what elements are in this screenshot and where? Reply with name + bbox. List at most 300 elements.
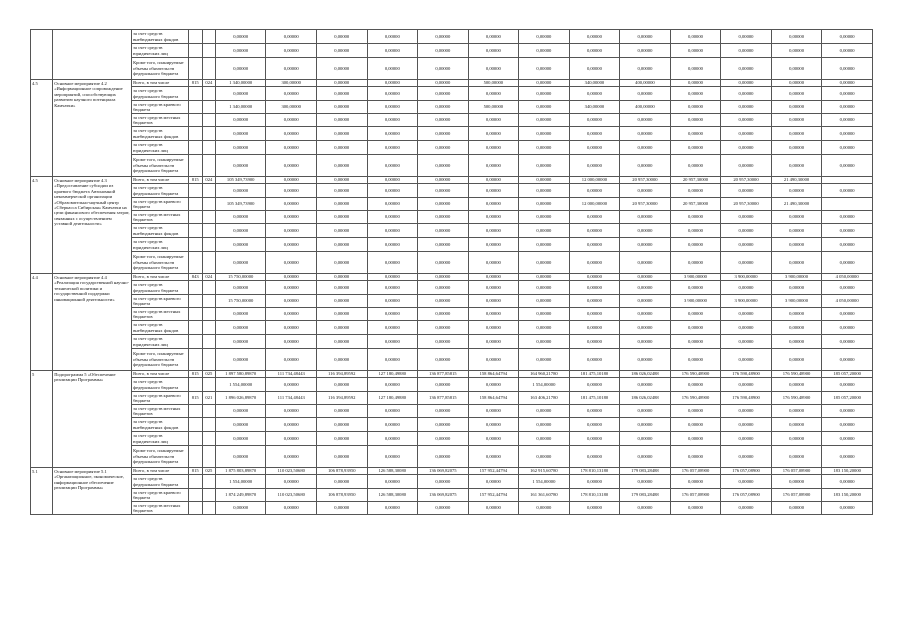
table-row — [31, 198, 873, 211]
amount-cell: 0,00000 — [620, 475, 671, 489]
amount-cell: 0,00000 — [670, 127, 721, 141]
amount-cell: 105 349,73900 — [215, 177, 266, 184]
amount-cell: 0,00000 — [367, 308, 418, 321]
amount-cell: 0,00000 — [367, 114, 418, 127]
ministry-code — [188, 87, 202, 101]
amount-cell: 0,00000 — [569, 114, 620, 127]
item-name: Основное мероприятие 4.4 «Реализация государственной научно-технической политики и государственной поддержки инновационной деятельности» — [53, 274, 132, 371]
amount-cell: 20 957,30000 — [670, 177, 721, 184]
ministry-code: 815 — [188, 468, 202, 475]
amount-cell: 0,00000 — [771, 432, 822, 446]
amount-cell — [822, 198, 873, 211]
amount-cell: 0,00000 — [215, 141, 266, 155]
amount-cell: 0,00000 — [215, 224, 266, 238]
amount-cell: 1 554,00000 — [519, 378, 570, 392]
program-code — [202, 489, 215, 502]
funding-source-label: Кроме того, планируемые объемы обязательств федерального бюджета — [132, 349, 189, 371]
budget-table — [30, 29, 873, 515]
amount-cell: 0,00000 — [519, 80, 570, 87]
amount-cell: 0,00000 — [569, 308, 620, 321]
amount-cell: 185 057,20000 — [822, 371, 873, 378]
amount-cell: 0,00000 — [316, 101, 367, 114]
amount-cell: 0,00000 — [316, 211, 367, 224]
amount-cell: 0,00000 — [215, 114, 266, 127]
funding-source-label: за счет средств юридических лиц — [132, 335, 189, 349]
amount-cell: 12 000,00000 — [569, 198, 620, 211]
funding-source-label: Кроме того, планируемые объемы обязательств федерального бюджета — [132, 446, 189, 468]
amount-cell: 0,00000 — [367, 446, 418, 468]
amount-cell: 0,00000 — [822, 80, 873, 87]
table-row — [31, 308, 873, 321]
amount-cell: 0,00000 — [418, 198, 469, 211]
amount-cell: 0,00000 — [316, 127, 367, 141]
funding-source-label: Кроме того, планируемые объемы обязательств федерального бюджета — [132, 58, 189, 80]
amount-cell: 1 874 249,89870 — [215, 489, 266, 502]
amount-cell: 0,00000 — [519, 30, 570, 44]
amount-cell: 0,00000 — [721, 446, 772, 468]
amount-cell: 136 069,82075 — [418, 468, 469, 475]
amount-cell: 0,00000 — [822, 30, 873, 44]
ministry-code — [188, 30, 202, 44]
amount-cell: 0,00000 — [266, 349, 317, 371]
amount-cell: 15 750,00000 — [215, 274, 266, 281]
amount-cell: 0,00000 — [266, 184, 317, 198]
funding-source-label: за счет средств краевого бюджета — [132, 101, 189, 114]
amount-cell: 0,00000 — [266, 405, 317, 418]
amount-cell: 0,00000 — [418, 30, 469, 44]
amount-cell: 0,00000 — [468, 58, 519, 80]
item-number: 4.4 — [31, 274, 53, 371]
amount-cell: 0,00000 — [721, 321, 772, 335]
ministry-code — [188, 211, 202, 224]
amount-cell: 0,00000 — [519, 281, 570, 295]
amount-cell: 0,00000 — [418, 80, 469, 87]
amount-cell: 0,00000 — [519, 308, 570, 321]
item-name: Подпрограмма 5 «Обеспечение реализации Программы» — [53, 371, 132, 468]
amount-cell: 0,00000 — [620, 44, 671, 58]
amount-cell: 1 897 580,89870 — [215, 371, 266, 378]
amount-cell: 0,00000 — [367, 87, 418, 101]
amount-cell: 0,00000 — [771, 101, 822, 114]
amount-cell: 0,00000 — [266, 308, 317, 321]
amount-cell: 0,00000 — [519, 295, 570, 308]
amount-cell: 0,00000 — [620, 295, 671, 308]
amount-cell: 0,00000 — [569, 405, 620, 418]
funding-source-label: Всего, в том числе — [132, 177, 189, 184]
amount-cell: 179 083,28488 — [620, 489, 671, 502]
amount-cell: 0,00000 — [468, 252, 519, 274]
amount-cell: 0,00000 — [367, 44, 418, 58]
program-code — [202, 378, 215, 392]
amount-cell: 181 475,10180 — [569, 392, 620, 405]
funding-source-label: Всего, в том числе — [132, 371, 189, 378]
amount-cell: 0,00000 — [620, 432, 671, 446]
amount-cell: 0,00000 — [771, 308, 822, 321]
program-code — [202, 58, 215, 80]
amount-cell: 176 590,48900 — [670, 371, 721, 378]
table-row — [31, 468, 873, 475]
amount-cell: 0,00000 — [367, 349, 418, 371]
amount-cell: 0,00000 — [670, 101, 721, 114]
amount-cell: 0,00000 — [418, 432, 469, 446]
amount-cell: 0,00000 — [519, 405, 570, 418]
amount-cell: 161 361,60780 — [519, 489, 570, 502]
amount-cell: 0,00000 — [670, 87, 721, 101]
amount-cell: 0,00000 — [468, 446, 519, 468]
amount-cell: 127 180,49880 — [367, 392, 418, 405]
amount-cell: 0,00000 — [822, 114, 873, 127]
program-code — [202, 101, 215, 114]
table-row — [31, 295, 873, 308]
amount-cell: 183 150,20000 — [822, 468, 873, 475]
ministry-code: 843 — [188, 274, 202, 281]
amount-cell: 0,00000 — [215, 44, 266, 58]
item-number: 5.1 — [31, 468, 53, 515]
table-row — [31, 101, 873, 114]
amount-cell: 0,00000 — [822, 335, 873, 349]
amount-cell: 0,00000 — [822, 211, 873, 224]
amount-cell: 0,00000 — [620, 418, 671, 432]
table-row — [31, 321, 873, 335]
amount-cell: 0,00000 — [569, 224, 620, 238]
amount-cell: 0,00000 — [721, 155, 772, 177]
program-code — [202, 184, 215, 198]
ministry-code — [188, 44, 202, 58]
amount-cell: 0,00000 — [418, 349, 469, 371]
funding-source-label: за счет средств юридических лиц — [132, 432, 189, 446]
amount-cell: 0,00000 — [266, 475, 317, 489]
amount-cell: 0,00000 — [620, 184, 671, 198]
amount-cell: 300,00000 — [266, 80, 317, 87]
amount-cell: 0,00000 — [569, 475, 620, 489]
amount-cell: 1 554,00000 — [215, 475, 266, 489]
amount-cell: 0,00000 — [620, 349, 671, 371]
amount-cell: 0,00000 — [468, 114, 519, 127]
amount-cell: 110 023,50680 — [266, 468, 317, 475]
amount-cell: 0,00000 — [822, 87, 873, 101]
amount-cell: 0,00000 — [771, 335, 822, 349]
amount-cell: 0,00000 — [822, 321, 873, 335]
amount-cell: 0,00000 — [519, 446, 570, 468]
amount-cell: 500,00000 — [468, 80, 519, 87]
amount-cell: 0,00000 — [620, 238, 671, 252]
amount-cell: 0,00000 — [367, 177, 418, 184]
amount-cell: 0,00000 — [519, 274, 570, 281]
amount-cell: 0,00000 — [519, 418, 570, 432]
amount-cell: 0,00000 — [367, 295, 418, 308]
amount-cell: 3 900,00000 — [771, 274, 822, 281]
amount-cell: 340,00000 — [569, 101, 620, 114]
amount-cell: 0,00000 — [771, 224, 822, 238]
amount-cell: 0,00000 — [367, 378, 418, 392]
table-row — [31, 274, 873, 281]
amount-cell: 0,00000 — [266, 44, 317, 58]
amount-cell: 0,00000 — [367, 502, 418, 515]
amount-cell: 3 900,00000 — [771, 295, 822, 308]
amount-cell: 0,00000 — [468, 30, 519, 44]
amount-cell: 0,00000 — [771, 238, 822, 252]
amount-cell: 0,00000 — [266, 114, 317, 127]
amount-cell: 0,00000 — [418, 101, 469, 114]
amount-cell: 0,00000 — [468, 405, 519, 418]
amount-cell: 0,00000 — [266, 141, 317, 155]
amount-cell: 0,00000 — [418, 184, 469, 198]
amount-cell: 0,00000 — [266, 418, 317, 432]
amount-cell: 0,00000 — [468, 141, 519, 155]
amount-cell: 400,00000 — [620, 80, 671, 87]
amount-cell: 0,00000 — [771, 321, 822, 335]
amount-cell: 0,00000 — [569, 127, 620, 141]
amount-cell: 0,00000 — [519, 198, 570, 211]
amount-cell: 20 957,30000 — [620, 177, 671, 184]
table-row — [31, 127, 873, 141]
amount-cell: 0,00000 — [316, 295, 367, 308]
amount-cell: 0,00000 — [266, 378, 317, 392]
amount-cell: 0,00000 — [620, 378, 671, 392]
funding-source-label: за счет средств местных бюджетов — [132, 502, 189, 515]
amount-cell: 0,00000 — [367, 155, 418, 177]
amount-cell: 0,00000 — [418, 114, 469, 127]
ministry-code — [188, 114, 202, 127]
amount-cell: 0,00000 — [316, 224, 367, 238]
amount-cell: 0,00000 — [519, 44, 570, 58]
table-row — [31, 58, 873, 80]
amount-cell: 176 590,48900 — [721, 392, 772, 405]
amount-cell: 186 026,02488 — [620, 371, 671, 378]
amount-cell: 3 900,00000 — [721, 295, 772, 308]
amount-cell: 0,00000 — [519, 177, 570, 184]
amount-cell: 0,00000 — [367, 30, 418, 44]
amount-cell: 0,00000 — [519, 101, 570, 114]
program-code — [202, 141, 215, 155]
program-code — [202, 114, 215, 127]
amount-cell: 0,00000 — [266, 211, 317, 224]
amount-cell: 0,00000 — [418, 211, 469, 224]
amount-cell: 0,00000 — [721, 252, 772, 274]
table-row — [31, 335, 873, 349]
amount-cell: 0,00000 — [215, 308, 266, 321]
amount-cell: 157 952,44794 — [468, 489, 519, 502]
amount-cell: 0,00000 — [721, 335, 772, 349]
funding-source-label: за счет средств краевого бюджета — [132, 295, 189, 308]
amount-cell: 0,00000 — [822, 502, 873, 515]
amount-cell: 1 340,00000 — [215, 101, 266, 114]
amount-cell: 0,00000 — [721, 101, 772, 114]
amount-cell: 106 878,93950 — [316, 468, 367, 475]
amount-cell: 0,00000 — [569, 432, 620, 446]
amount-cell: 1 554,00000 — [519, 475, 570, 489]
program-code — [202, 44, 215, 58]
amount-cell: 0,00000 — [620, 321, 671, 335]
amount-cell: 0,00000 — [670, 155, 721, 177]
amount-cell: 0,00000 — [468, 238, 519, 252]
amount-cell: 0,00000 — [620, 274, 671, 281]
funding-source-label: Всего, в том числе — [132, 274, 189, 281]
amount-cell: 0,00000 — [569, 335, 620, 349]
amount-cell: 0,00000 — [670, 405, 721, 418]
amount-cell: 0,00000 — [468, 335, 519, 349]
program-code — [202, 335, 215, 349]
amount-cell: 0,00000 — [822, 378, 873, 392]
ministry-code — [188, 489, 202, 502]
amount-cell: 0,00000 — [418, 238, 469, 252]
amount-cell: 0,00000 — [519, 335, 570, 349]
program-code: 024 — [202, 80, 215, 87]
amount-cell: 0,00000 — [822, 308, 873, 321]
amount-cell: 0,00000 — [721, 308, 772, 321]
funding-source-label: за счет средств федерального бюджета — [132, 184, 189, 198]
table-row — [31, 446, 873, 468]
amount-cell: 185 057,20000 — [822, 392, 873, 405]
amount-cell: 0,00000 — [266, 446, 317, 468]
amount-cell: 0,00000 — [215, 127, 266, 141]
funding-source-label: Кроме того, планируемые объемы обязательств федерального бюджета — [132, 155, 189, 177]
amount-cell: 0,00000 — [316, 405, 367, 418]
amount-cell: 0,00000 — [468, 274, 519, 281]
amount-cell: 0,00000 — [771, 58, 822, 80]
program-code — [202, 502, 215, 515]
amount-cell: 0,00000 — [822, 418, 873, 432]
amount-cell: 0,00000 — [670, 30, 721, 44]
funding-source-label: за счет средств местных бюджетов — [132, 308, 189, 321]
funding-source-label: за счет средств юридических лиц — [132, 44, 189, 58]
program-code — [202, 30, 215, 44]
amount-cell: 0,00000 — [721, 224, 772, 238]
amount-cell: 0,00000 — [721, 281, 772, 295]
amount-cell: 116 394,89592 — [316, 392, 367, 405]
amount-cell: 0,00000 — [266, 30, 317, 44]
amount-cell: 176 590,48900 — [771, 392, 822, 405]
amount-cell: 0,00000 — [468, 321, 519, 335]
table-row — [31, 184, 873, 198]
amount-cell: 176 057,08900 — [721, 489, 772, 502]
amount-cell: 164 960,21780 — [519, 371, 570, 378]
amount-cell: 0,00000 — [822, 224, 873, 238]
amount-cell: 0,00000 — [215, 58, 266, 80]
amount-cell: 0,00000 — [822, 141, 873, 155]
amount-cell: 0,00000 — [215, 502, 266, 515]
amount-cell: 0,00000 — [316, 155, 367, 177]
amount-cell: 0,00000 — [316, 418, 367, 432]
ministry-code — [188, 475, 202, 489]
amount-cell: 0,00000 — [569, 58, 620, 80]
amount-cell: 0,00000 — [670, 502, 721, 515]
funding-source-label: за счет средств внебюджетных фондов — [132, 418, 189, 432]
amount-cell: 0,00000 — [670, 281, 721, 295]
amount-cell: 0,00000 — [670, 224, 721, 238]
funding-source-label: за счет средств местных бюджетов — [132, 114, 189, 127]
table-row — [31, 475, 873, 489]
amount-cell: 0,00000 — [519, 502, 570, 515]
amount-cell: 1 554,00000 — [215, 378, 266, 392]
amount-cell: 0,00000 — [721, 432, 772, 446]
table-row — [31, 418, 873, 432]
amount-cell: 0,00000 — [670, 446, 721, 468]
amount-cell: 0,00000 — [569, 349, 620, 371]
amount-cell: 186 026,02488 — [620, 392, 671, 405]
amount-cell: 0,00000 — [771, 44, 822, 58]
table-row — [31, 211, 873, 224]
amount-cell: 400,00000 — [620, 101, 671, 114]
amount-cell: 0,00000 — [418, 378, 469, 392]
amount-cell: 0,00000 — [468, 155, 519, 177]
ministry-code: 815 — [188, 80, 202, 87]
amount-cell: 0,00000 — [771, 127, 822, 141]
amount-cell: 0,00000 — [721, 30, 772, 44]
program-code — [202, 252, 215, 274]
amount-cell: 0,00000 — [620, 155, 671, 177]
amount-cell: 0,00000 — [519, 432, 570, 446]
item-number: 4.5 — [31, 80, 53, 177]
amount-cell: 0,00000 — [215, 30, 266, 44]
table-row — [31, 224, 873, 238]
amount-cell: 0,00000 — [771, 80, 822, 87]
program-code — [202, 198, 215, 211]
item-name: Основное мероприятие 4.2 «Информационное сопровождение мероприятий, способствующих развитию научного потенциала Камчатки» — [53, 80, 132, 177]
amount-cell: 0,00000 — [519, 211, 570, 224]
amount-cell: 0,00000 — [418, 475, 469, 489]
amount-cell: 0,00000 — [822, 238, 873, 252]
amount-cell: 0,00000 — [215, 155, 266, 177]
amount-cell: 0,00000 — [670, 349, 721, 371]
amount-cell: 0,00000 — [620, 114, 671, 127]
amount-cell: 0,00000 — [519, 224, 570, 238]
table-row — [31, 349, 873, 371]
amount-cell: 0,00000 — [316, 80, 367, 87]
amount-cell: 0,00000 — [367, 405, 418, 418]
amount-cell: 0,00000 — [367, 475, 418, 489]
amount-cell: 0,00000 — [266, 198, 317, 211]
amount-cell: 0,00000 — [468, 418, 519, 432]
amount-cell: 0,00000 — [771, 141, 822, 155]
amount-cell: 0,00000 — [569, 274, 620, 281]
amount-cell: 0,00000 — [670, 252, 721, 274]
amount-cell: 0,00000 — [468, 224, 519, 238]
ministry-code — [188, 432, 202, 446]
amount-cell: 0,00000 — [418, 141, 469, 155]
program-code — [202, 127, 215, 141]
ministry-code — [188, 335, 202, 349]
amount-cell: 0,00000 — [316, 308, 367, 321]
program-code — [202, 349, 215, 371]
amount-cell: 0,00000 — [569, 87, 620, 101]
amount-cell: 0,00000 — [670, 184, 721, 198]
funding-source-label: за счет средств краевого бюджета — [132, 489, 189, 502]
table-row — [31, 44, 873, 58]
amount-cell: 1 896 026,89870 — [215, 392, 266, 405]
amount-cell: 0,00000 — [620, 281, 671, 295]
program-code — [202, 475, 215, 489]
amount-cell: 136 877,85815 — [418, 371, 469, 378]
amount-cell: 0,00000 — [316, 335, 367, 349]
amount-cell: 0,00000 — [367, 252, 418, 274]
amount-cell: 0,00000 — [569, 378, 620, 392]
amount-cell: 0,00000 — [670, 308, 721, 321]
program-code — [202, 238, 215, 252]
table-row — [31, 80, 873, 87]
amount-cell: 0,00000 — [468, 198, 519, 211]
amount-cell: 0,00000 — [670, 114, 721, 127]
amount-cell: 0,00000 — [367, 224, 418, 238]
amount-cell: 0,00000 — [418, 502, 469, 515]
table-row — [31, 177, 873, 184]
amount-cell: 111 734,48443 — [266, 392, 317, 405]
amount-cell: 0,00000 — [468, 502, 519, 515]
amount-cell: 0,00000 — [316, 177, 367, 184]
amount-cell: 340,00000 — [569, 80, 620, 87]
funding-source-label: за счет средств местных бюджетов — [132, 211, 189, 224]
amount-cell: 178 810,13180 — [569, 489, 620, 502]
